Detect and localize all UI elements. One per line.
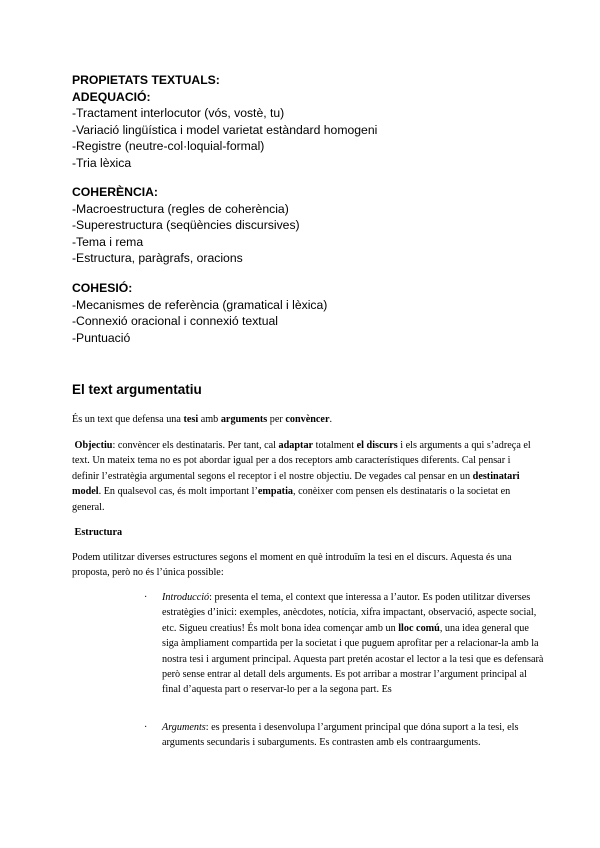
list-item: -Mecanismes de referència (gramatical i lèxica) [72, 297, 328, 312]
list-item: -Puntuació [72, 330, 131, 345]
list-item: -Variació lingüística i model varietat estàndard homogeni [72, 122, 378, 137]
bold-term: tesi [183, 414, 199, 425]
objectiu-label: Objectiu [74, 440, 113, 451]
bullet-text [162, 590, 544, 698]
list-item: -Superestructura (seqüències discursives) [72, 218, 300, 232]
list-item: -Registre (neutre-col·loquial-formal) [72, 139, 265, 153]
text-run: : convèncer els destinataris. Per tant, cal [112, 440, 279, 451]
text-run: per [267, 414, 286, 425]
cohesio-heading: COHESIÓ: [72, 281, 133, 295]
list-item: -Tema i rema [72, 234, 144, 249]
list-item: -Tractament interlocutor (vós, vostè, tu) [72, 106, 285, 120]
coherencia-heading: COHERÈNCIA: [72, 185, 158, 199]
section-adequacio [72, 72, 532, 171]
bullet-marker: · [144, 592, 148, 603]
section-coherencia [72, 184, 532, 267]
bold-term: destinatari model [72, 470, 520, 498]
text-run: amb [198, 414, 221, 425]
text-run: : es presenta i desenvolupa l’argument principal que dóna suport a la tesi, els arguments secundaris i subarguments. Es contrasten amb els contraarguments. [162, 722, 519, 749]
text-run: , una idea general que siga àmpliament compartida per la societat i que puguem aprofitar per a relacionar-la amb la nostra tesi i argument principal. Aquesta part pretén acostar el lector a la tesi que es defensarà però sense entrar al detall dels arguments. Es pot arribar a mostrar l’argument principal al final d’aquesta part o reservar-lo per a la segona part. Es [162, 622, 544, 696]
text-run: . [329, 414, 333, 425]
bullet-label: Introducció [162, 592, 210, 603]
bold-term: lloc comú [398, 622, 440, 634]
bold-term: convèncer [285, 414, 330, 425]
bold-term: adaptar [278, 440, 314, 451]
intro-paragraph [72, 412, 532, 427]
bold-term: el discurs [356, 440, 398, 451]
list-item: -Estructura, paràgrafs, oracions [72, 251, 243, 265]
section-cohesio [72, 280, 532, 346]
estructura-heading [72, 525, 532, 540]
section-title: El text argumentatiu [72, 382, 202, 397]
list-item: -Connexió oracional i connexió textual [72, 314, 278, 328]
bullet-marker: · [144, 722, 148, 733]
bold-term: empatia [257, 486, 293, 498]
text-run: , conèixer com pensen els destinataris o la societat en general. [72, 486, 511, 513]
text-run: . En qualsevol cas, és molt important l’ [98, 486, 258, 498]
adequacio-heading: ADEQUACIÓ: [72, 89, 151, 104]
bold-term: arguments [220, 414, 268, 425]
estructura-paragraph: Podem utilitzar diverses estructures segons el moment en què introduïm la tesi en el discurs. Aquesta és una proposta, però no és l’única possible: [72, 552, 512, 579]
text-run: totalment [313, 440, 357, 451]
list-item: -Tria lèxica [72, 155, 132, 170]
props-title: PROPIETATS TEXTUALS: [72, 73, 220, 87]
objectiu-paragraph [72, 438, 532, 515]
text-run: És un text que defensa una [72, 414, 184, 425]
text-run: : presenta el tema, el context que interessa a l’autor. Es poden utilitzar diverses estratègies d’inici: exemples, anècdotes, notícia, xifra impactant, observació, aspecte social, etc. Sigueu creatius! És molt bona idea començar amb un [162, 592, 537, 634]
bullet-text [162, 720, 544, 751]
text-run: i els arguments a qui s’adreça el text. Un mateix tema no es pot abordar igual per a dos receptors amb característiques diferents. Cal pensar i definir l’estratègia argumental segons el receptor i el nostre objectiu. De vegades cal pensar en un [72, 440, 531, 482]
list-item: -Macroestructura (regles de coherència) [72, 201, 289, 216]
estructura-label: Estructura [74, 527, 123, 538]
bullet-label: Arguments [162, 722, 206, 733]
